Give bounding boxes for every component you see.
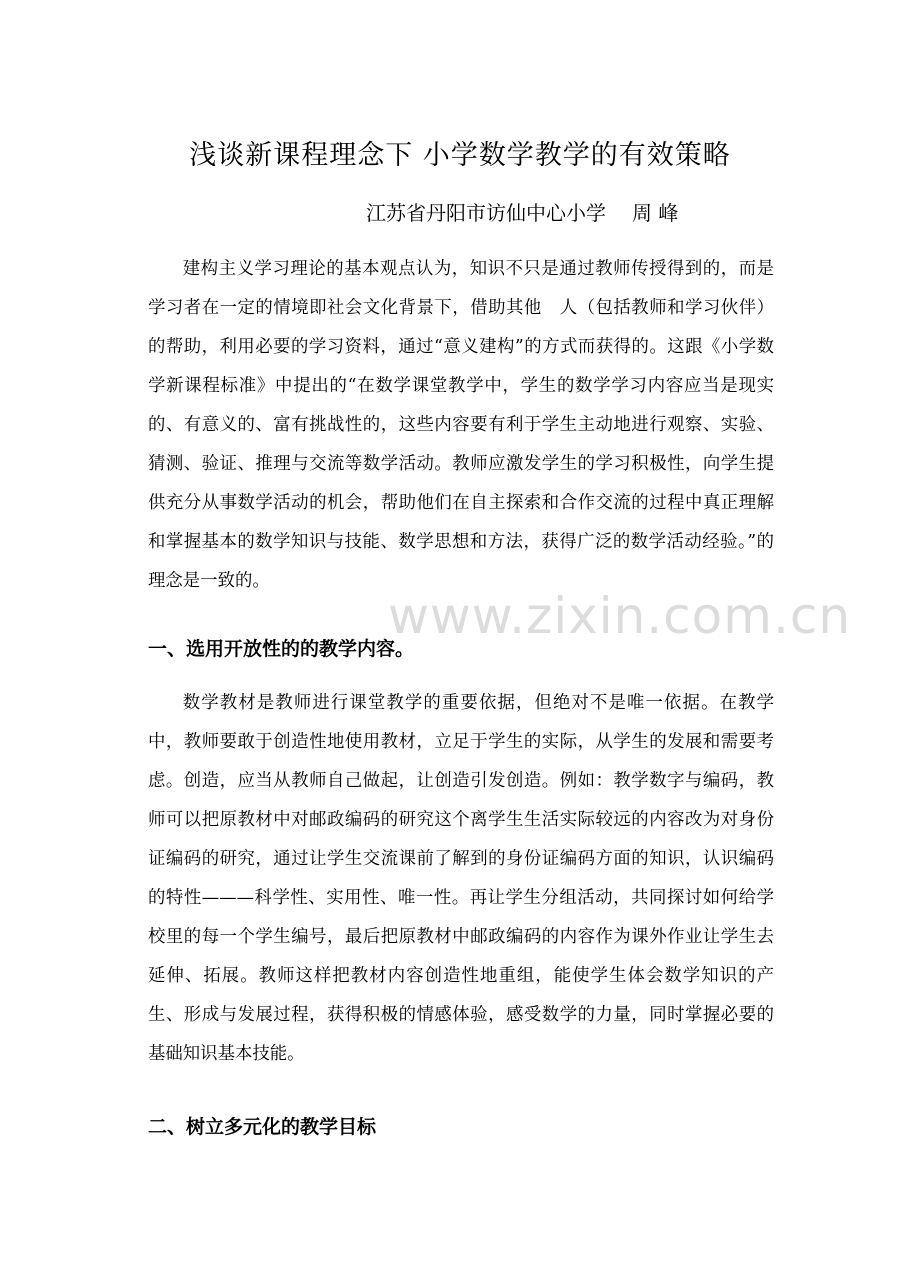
section-heading-1: 一、选用开放性的的教学内容。 <box>148 638 415 660</box>
page-title: 浅谈新课程理念下 小学数学教学的有效策略 <box>189 140 731 171</box>
paragraph-intro: 建构主义学习理论的基本观点认为，知识不只是通过教师传授得到的，而是学习者在一定的情境即社会文化背景下，借助其他 人（包括教师和学习伙伴）的帮助，利用必要的学习资料，通过“意义建构”的方式而获得的。这跟《小学数学新课程标准》中提出的“在数学课堂教学中，学生的数学学习内容应当是现实的、有意义的、富有挑战性的，这些内容要有利于学生主动地进行观察、实验、猜测、验证、推理与交流等数学活动。教师应激发学生的学习积极性，向学生提供充分从事数学活动的机会，帮助他们在自主探索和合作交流的过程中真正理解和掌握基本的数学知识与技能、数学思想和方法，获得广泛的数学活动经验。”的理念是一致的。 <box>148 259 774 591</box>
paragraph-section-1: 数学教材是教师进行课堂教学的重要依据，但绝对不是唯一依据。在教学中，教师要敢于创造性地使用教材，立足于学生的实际，从学生的发展和需要考虑。创造，应当从教师自己做起，让创造引发创造。例如：教学数字与编码，教师可以把原教材中对邮政编码的研究这个离学生生活实际较远的内容改为对身份证编码的研究，通过让学生交流课前了解到的身份证编码方面的知识，认识编码的特性———科学性、实用性、唯一性。再让学生分组活动，共同探讨如何给学校里的每一个学生编号，最后把原教材中邮政编码的内容作为课外作业让学生去延伸、拓展。教师这样把教材内容创造性地重组，能使学生体会数学知识的产生、形成与发展过程，获得积极的情感体验，感受数学的力量，同时掌握必要的基础知识基本技能。 <box>148 693 774 1064</box>
section-heading-2: 二、树立多元化的教学目标 <box>148 1116 377 1138</box>
author-name: 周 峰 <box>632 201 679 225</box>
author-organization: 江苏省丹阳市访仙中心小学 <box>366 201 606 225</box>
author-line <box>366 198 678 228</box>
watermark: www.zixin.com.cn <box>388 587 852 645</box>
